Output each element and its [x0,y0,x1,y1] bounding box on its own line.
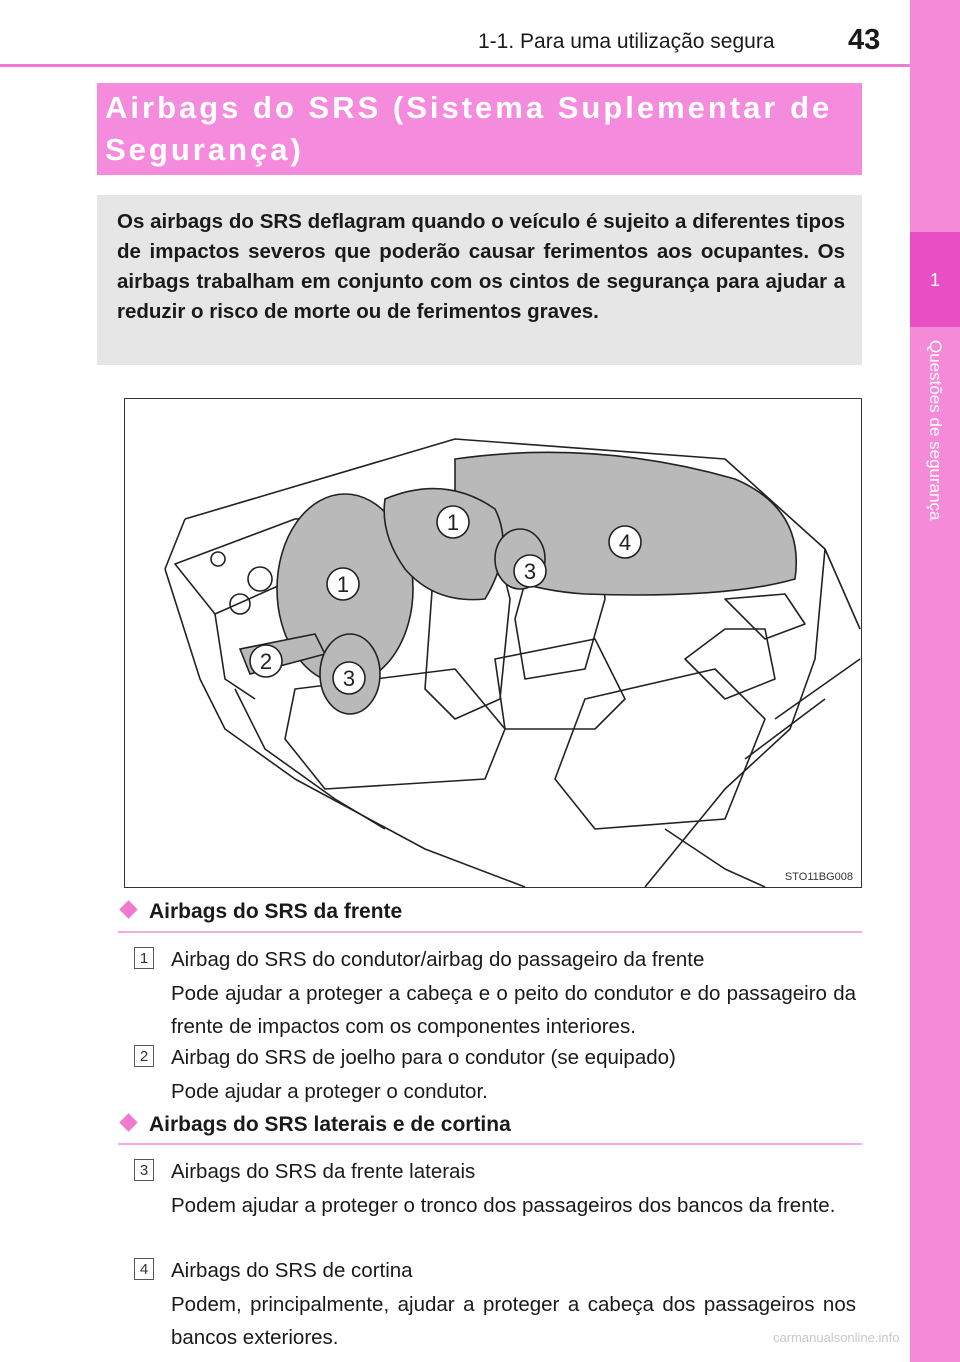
item-description: Pode ajudar a proteger a cabeça e o peito do condutor e do passageiro da frente de impactos com os componentes interiores. [171,982,856,1038]
intro-text: Os airbags do SRS deflagram quando o veículo é sujeito a diferentes tipos de impactos severos que poderão causar ferimentos aos ocupantes. Os airbags trabalham em conjunto com os cintos de segurança para ajudar a reduzir o risco de morte ou de ferimentos graves. [117,210,845,323]
item-number: 1 [134,947,154,969]
item-title: Airbag do SRS de joelho para o condutor (se equipado) [171,1046,676,1069]
page-number: 43 [848,24,881,56]
diamond-bullet-icon [119,900,137,918]
callout-label: 3 [342,666,356,691]
section-divider [118,1143,862,1145]
callout-label: 4 [618,530,632,555]
chapter-side-tab [910,0,960,1362]
item-number: 4 [134,1258,154,1280]
callout-1-driver [327,568,359,600]
item-title: Airbag do SRS do condutor/airbag do passageiro da frente [171,948,705,971]
item-number: 3 [134,1159,154,1181]
callout-3-driver-side [333,662,365,694]
intro-box [97,195,862,365]
callout-label: 1 [446,510,460,535]
item-description: Podem ajudar a proteger o tronco dos passageiros dos bancos da frente. [171,1194,836,1217]
callout-4-curtain [609,526,641,558]
item-description: Pode ajudar a proteger o condutor. [171,1080,488,1103]
section-heading-front [118,900,402,924]
header-divider [0,64,910,67]
callout-label: 3 [523,559,537,584]
watermark: carmanualsonline.info [773,1330,900,1345]
chapter-title: Questões de segurança [926,340,945,521]
item-description: Podem, principalmente, ajudar a proteger a cabeça dos passageiros nos bancos exteriores. [171,1293,856,1349]
callout-label: 2 [259,649,273,674]
callout-2-knee [250,645,282,677]
section-title: Airbags do SRS (Sistema Suplementar de Segurança) [105,90,833,167]
item-title: Airbags do SRS de cortina [171,1259,413,1282]
callout-3-passenger-side [514,555,546,587]
item-number: 2 [134,1045,154,1067]
illustration-code: STO11BG008 [784,871,853,883]
section-heading-text: Airbags do SRS laterais e de cortina [149,1113,511,1136]
airbag-illustration [124,398,862,888]
diamond-bullet-icon [119,1113,137,1131]
car-interior-drawing [125,399,863,889]
section-title-bar [97,83,862,175]
section-divider [118,931,862,933]
chapter-number-tab [910,232,960,327]
callout-label: 1 [336,572,350,597]
callout-1-passenger [437,506,469,538]
item-title: Airbags do SRS da frente laterais [171,1160,476,1183]
running-header: 1-1. Para uma utilização segura [478,30,775,53]
chapter-number: 1 [929,270,940,290]
section-heading-side-curtain [118,1113,511,1137]
section-heading-text: Airbags do SRS da frente [149,900,403,923]
